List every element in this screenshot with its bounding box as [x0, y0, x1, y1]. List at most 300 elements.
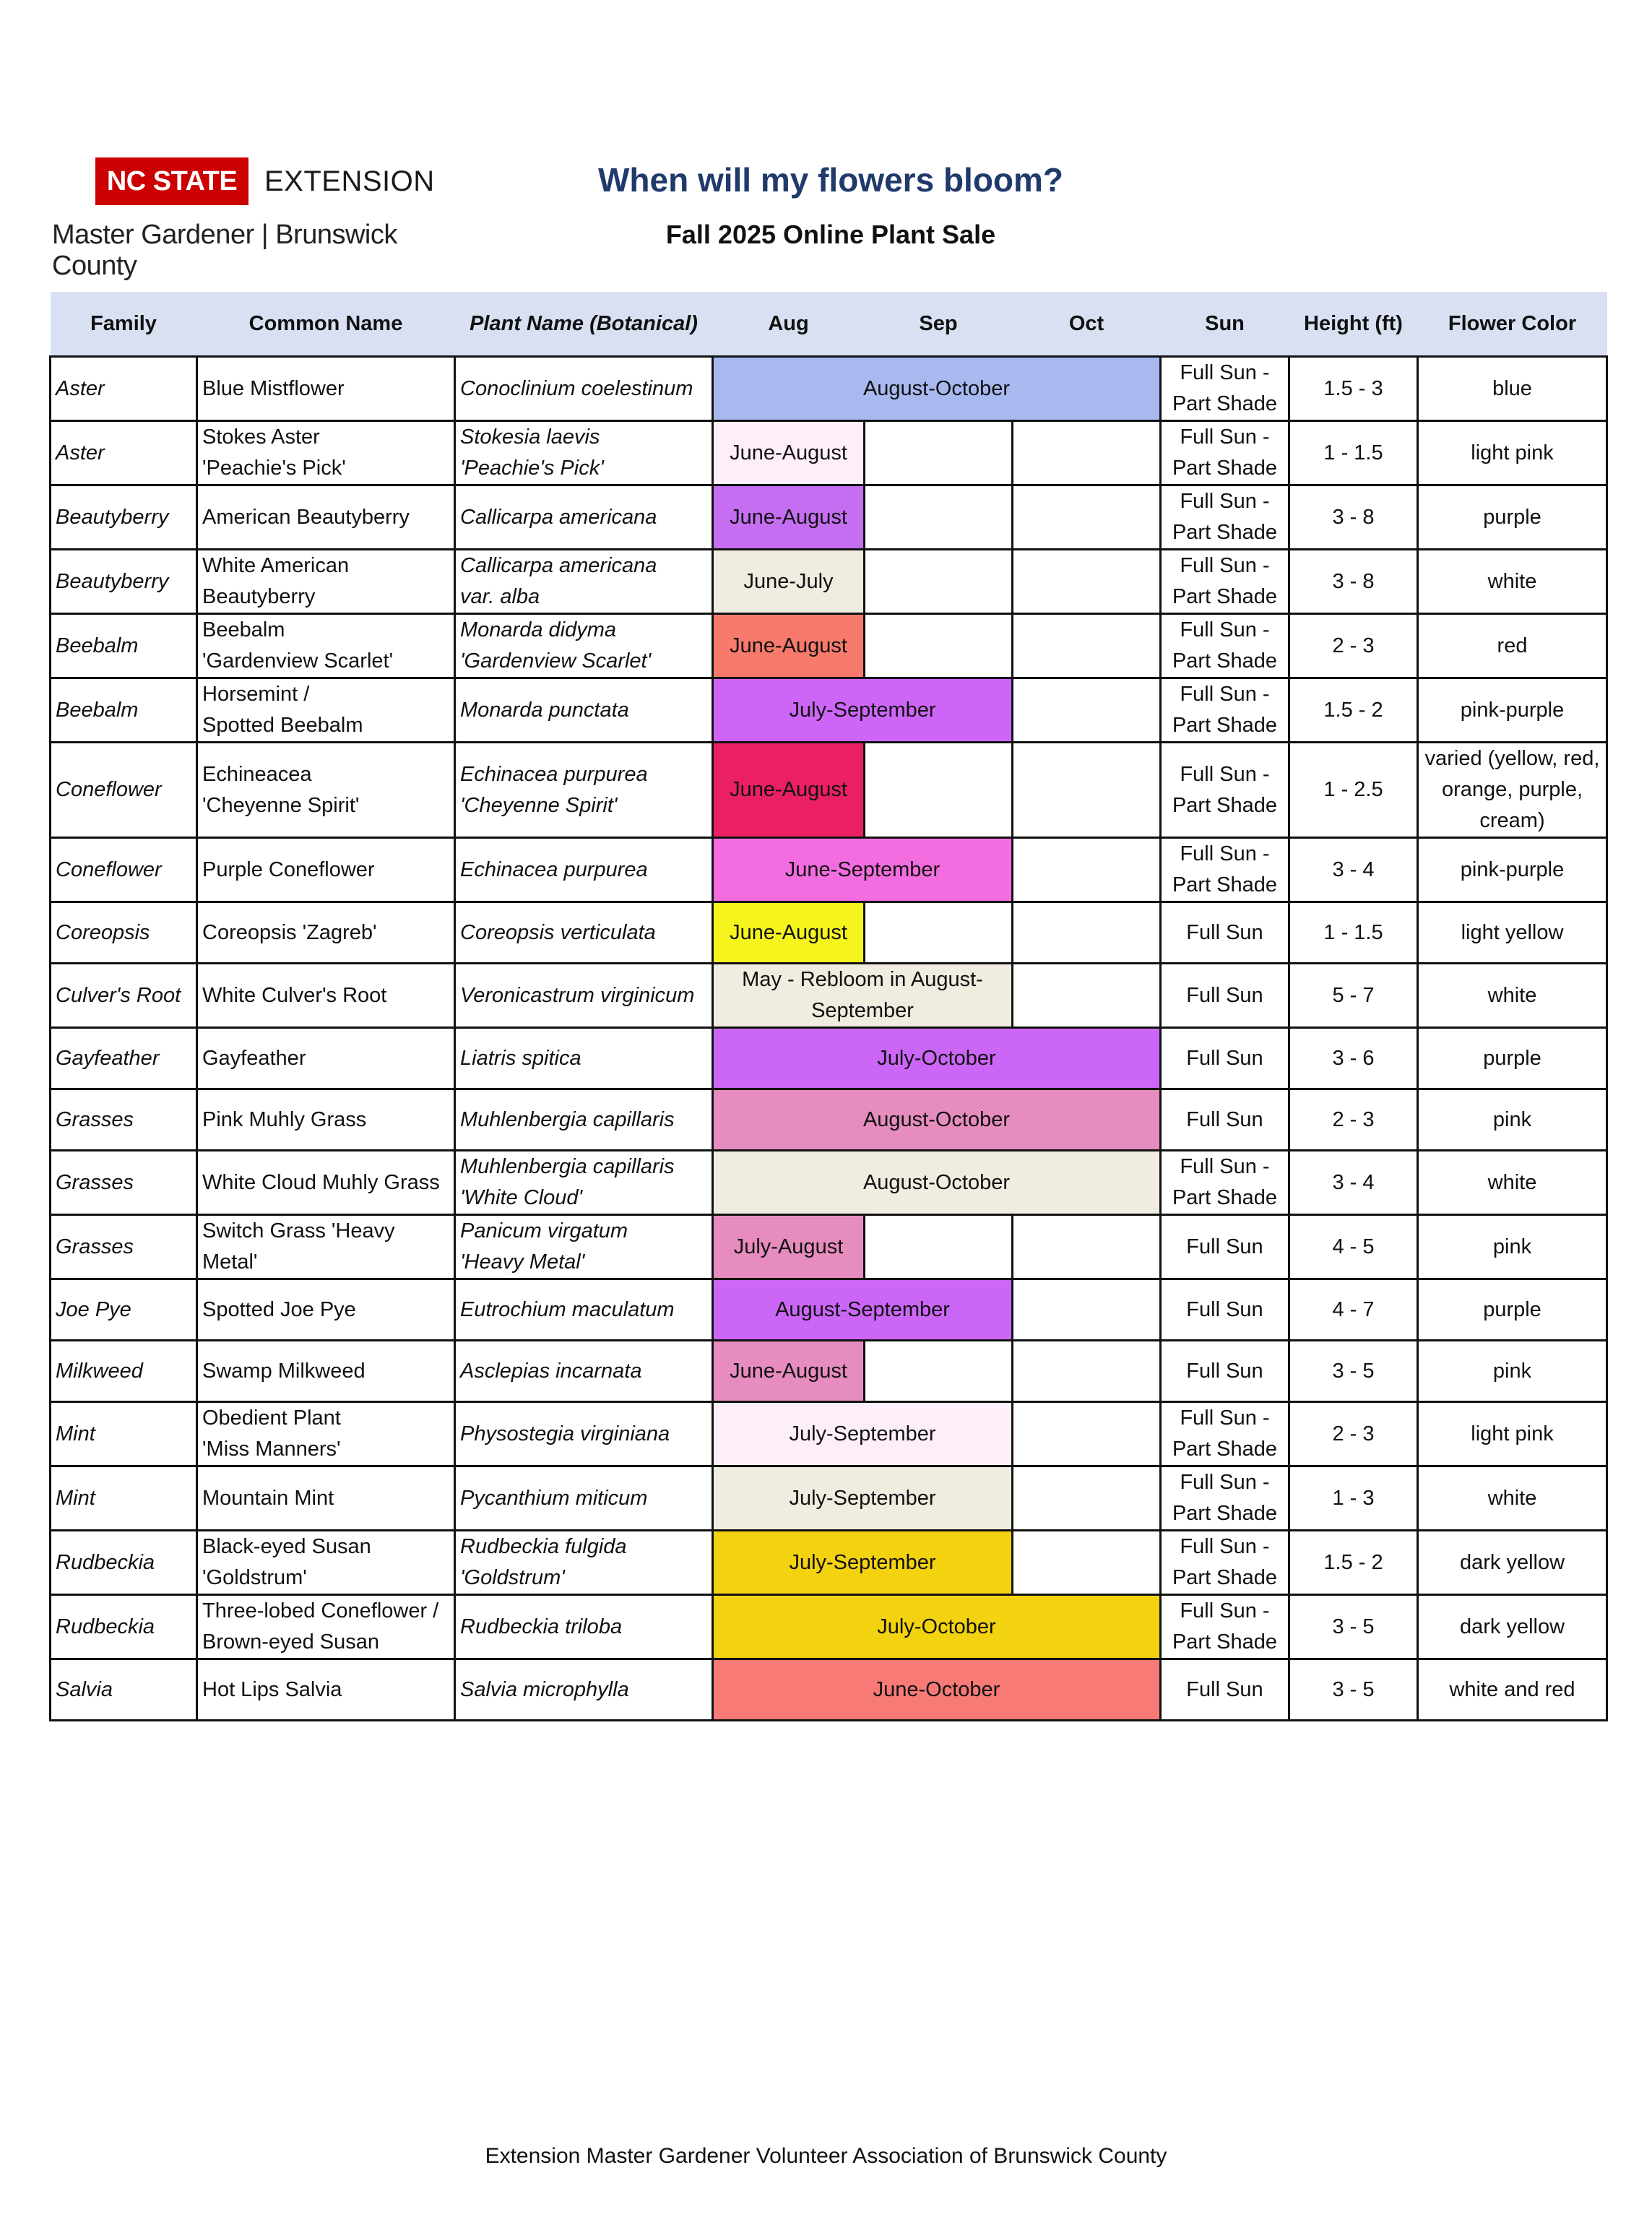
- table-row: [51, 838, 1607, 902]
- height-cell: 4 - 7: [1289, 1279, 1418, 1341]
- sun-line: Full Sun: [1186, 1235, 1263, 1258]
- sun-line: Full Sun: [1186, 1046, 1263, 1070]
- table-row: [51, 1341, 1607, 1402]
- common-name-line: White Culver's Root: [202, 983, 387, 1007]
- sun-cell: [1161, 1341, 1289, 1402]
- flower-color-cell: [1418, 1659, 1607, 1721]
- flower-color-line: pink-purple: [1460, 698, 1565, 722]
- table-body: [51, 357, 1607, 1721]
- flower-color-cell: [1418, 357, 1607, 421]
- sun-line: Full Sun: [1186, 983, 1263, 1007]
- bloom-period-cell: [713, 485, 865, 550]
- flower-color-line: light pink: [1471, 441, 1554, 464]
- height-cell: 1.5 - 2: [1289, 1531, 1418, 1595]
- height-cell: 1.5 - 3: [1289, 357, 1418, 421]
- common-name-line: Coreopsis 'Zagreb': [202, 920, 377, 944]
- family-cell: Beautyberry: [51, 485, 197, 550]
- botanical-name-cell: [455, 485, 713, 550]
- botanical-name-cell: [455, 1659, 713, 1721]
- header-common-name: Common Name: [197, 292, 455, 357]
- bloom-period-cell: [713, 614, 865, 678]
- bloom-period-line: June-August: [730, 505, 847, 529]
- botanical-name-line: 'Gardenview Scarlet': [460, 649, 652, 673]
- botanical-name-line: Rudbeckia fulgida: [460, 1535, 627, 1558]
- botanical-name-line: 'Goldstrum': [460, 1566, 565, 1589]
- sun-cell: [1161, 964, 1289, 1028]
- table-row: [51, 357, 1607, 421]
- botanical-name-line: Asclepias incarnata: [460, 1359, 642, 1383]
- height-cell: 3 - 8: [1289, 550, 1418, 614]
- page-title: When will my flowers bloom?: [597, 161, 1064, 199]
- table-row: [51, 678, 1607, 743]
- botanical-name-cell: [455, 614, 713, 678]
- table-row: [51, 1028, 1607, 1089]
- common-name-line: Swamp Milkweed: [202, 1359, 366, 1383]
- sun-line: Full Sun -: [1180, 554, 1270, 577]
- common-name-line: Black-eyed Susan: [202, 1535, 371, 1558]
- bloom-period-line: August-October: [862, 1107, 1011, 1131]
- flower-color-cell: [1418, 1215, 1607, 1279]
- flower-color-cell: [1418, 1341, 1607, 1402]
- common-name-line: 'Cheyenne Spirit': [202, 793, 360, 817]
- height-cell: 4 - 5: [1289, 1215, 1418, 1279]
- sun-line: Full Sun -: [1180, 1471, 1270, 1494]
- bloom-period-cell: [713, 421, 865, 485]
- table-row: [51, 1089, 1607, 1151]
- common-name-cell: [197, 1341, 455, 1402]
- bloom-period-line: June-October: [873, 1677, 1000, 1701]
- sun-line: Part Shade: [1172, 1438, 1278, 1461]
- height-cell: 2 - 3: [1289, 614, 1418, 678]
- common-name-line: 'Goldstrum': [202, 1566, 307, 1589]
- sun-cell: [1161, 1151, 1289, 1215]
- empty-month-cell: [865, 743, 1013, 838]
- bloom-period-cell: [713, 550, 865, 614]
- empty-month-cell: [1013, 1402, 1161, 1466]
- botanical-name-cell: [455, 421, 713, 485]
- flower-color-cell: [1418, 678, 1607, 743]
- sun-line: Full Sun -: [1180, 1406, 1270, 1430]
- common-name-cell: [197, 838, 455, 902]
- botanical-name-line: Muhlenbergia capillaris: [460, 1155, 675, 1178]
- common-name-cell: [197, 1215, 455, 1279]
- botanical-name-line: Liatris spitica: [460, 1046, 581, 1070]
- common-name-cell: [197, 1595, 455, 1659]
- flower-color-cell: [1418, 485, 1607, 550]
- sun-cell: [1161, 1215, 1289, 1279]
- table-header-row: [51, 292, 1607, 357]
- empty-month-cell: [1013, 743, 1161, 838]
- botanical-name-line: Echinacea purpurea: [460, 762, 648, 786]
- flower-color-line: white and red: [1449, 1677, 1575, 1701]
- bloom-period-cell: [713, 838, 1013, 902]
- flower-color-line: light yellow: [1461, 920, 1564, 944]
- family-cell: Rudbeckia: [51, 1531, 197, 1595]
- sun-line: Full Sun -: [1180, 683, 1270, 706]
- flower-color-line: purple: [1483, 505, 1541, 529]
- empty-month-cell: [1013, 1279, 1161, 1341]
- bloom-period-cell: [713, 1659, 1161, 1721]
- empty-month-cell: [1013, 838, 1161, 902]
- header-oct: Oct: [1013, 292, 1161, 357]
- table-row: [51, 1531, 1607, 1595]
- sun-cell: [1161, 1466, 1289, 1531]
- common-name-cell: [197, 357, 455, 421]
- sun-cell: [1161, 614, 1289, 678]
- flower-color-line: red: [1497, 634, 1528, 657]
- sun-line: Full Sun -: [1180, 1599, 1270, 1622]
- empty-month-cell: [865, 614, 1013, 678]
- table-row: [51, 1215, 1607, 1279]
- sun-cell: [1161, 678, 1289, 743]
- common-name-cell: [197, 964, 455, 1028]
- common-name-line: White American: [202, 554, 350, 577]
- header-sep: Sep: [865, 292, 1013, 357]
- family-cell: Coneflower: [51, 743, 197, 838]
- flower-color-cell: [1418, 838, 1607, 902]
- botanical-name-line: Rudbeckia triloba: [460, 1615, 623, 1638]
- bloom-period-line: July-October: [877, 1615, 996, 1638]
- empty-month-cell: [1013, 1341, 1161, 1402]
- botanical-name-line: Callicarpa americana: [460, 554, 657, 577]
- botanical-name-cell: [455, 1466, 713, 1531]
- family-cell: Joe Pye: [51, 1279, 197, 1341]
- common-name-cell: [197, 1531, 455, 1595]
- common-name-cell: [197, 1151, 455, 1215]
- bloom-period-line: July-September: [789, 1486, 936, 1510]
- flower-color-line: pink-purple: [1460, 857, 1565, 881]
- header-family: Family: [51, 292, 197, 357]
- sun-cell: [1161, 485, 1289, 550]
- table-row: [51, 743, 1607, 838]
- page-subtitle: Fall 2025 Online Plant Sale: [665, 220, 996, 249]
- common-name-cell: [197, 743, 455, 838]
- sun-line: Part Shade: [1172, 457, 1278, 480]
- flower-color-line: varied (yellow, red,: [1424, 747, 1600, 770]
- common-name-line: Obedient Plant: [202, 1406, 341, 1430]
- empty-month-cell: [1013, 902, 1161, 964]
- flower-color-cell: [1418, 421, 1607, 485]
- common-name-cell: [197, 1279, 455, 1341]
- family-cell: Beebalm: [51, 678, 197, 743]
- flower-color-cell: [1418, 1531, 1607, 1595]
- bloom-period-line: August-October: [862, 376, 1011, 400]
- common-name-line: Pink Muhly Grass: [202, 1107, 367, 1131]
- common-name-cell: [197, 550, 455, 614]
- family-cell: Coreopsis: [51, 902, 197, 964]
- sun-cell: [1161, 1089, 1289, 1151]
- bloom-period-cell: [713, 1595, 1161, 1659]
- bloom-period-cell: [713, 1215, 865, 1279]
- empty-month-cell: [1013, 678, 1161, 743]
- common-name-line: Mountain Mint: [202, 1486, 334, 1510]
- bloom-period-cell: [713, 1151, 1161, 1215]
- family-cell: Rudbeckia: [51, 1595, 197, 1659]
- botanical-name-line: Veronicastrum virginicum: [460, 983, 695, 1007]
- family-cell: Mint: [51, 1402, 197, 1466]
- botanical-name-cell: [455, 357, 713, 421]
- botanical-name-cell: [455, 1595, 713, 1659]
- bloom-table: [49, 292, 1608, 1721]
- flower-color-line: white: [1487, 569, 1537, 593]
- botanical-name-line: Callicarpa americana: [460, 505, 657, 529]
- flower-color-cell: [1418, 964, 1607, 1028]
- sun-line: Full Sun: [1186, 1359, 1263, 1383]
- common-name-line: Horsemint /: [202, 683, 310, 706]
- common-name-cell: [197, 421, 455, 485]
- bloom-period-cell: [713, 1279, 1013, 1341]
- flower-color-line: pink: [1492, 1359, 1532, 1383]
- flower-color-line: blue: [1492, 376, 1532, 400]
- common-name-line: Stokes Aster: [202, 425, 320, 449]
- height-cell: 3 - 5: [1289, 1341, 1418, 1402]
- height-cell: 3 - 6: [1289, 1028, 1418, 1089]
- botanical-name-cell: [455, 902, 713, 964]
- table-row: [51, 1659, 1607, 1721]
- flower-color-cell: [1418, 1402, 1607, 1466]
- flower-color-line: white: [1487, 1486, 1537, 1510]
- bloom-period-line: June-September: [784, 857, 940, 881]
- sun-line: Part Shade: [1172, 793, 1278, 817]
- empty-month-cell: [1013, 550, 1161, 614]
- common-name-line: 'Peachie's Pick': [202, 457, 346, 480]
- botanical-name-cell: [455, 838, 713, 902]
- family-cell: Beautyberry: [51, 550, 197, 614]
- botanical-name-cell: [455, 1279, 713, 1341]
- height-cell: 2 - 3: [1289, 1402, 1418, 1466]
- botanical-name-cell: [455, 1215, 713, 1279]
- common-name-line: Three-lobed Coneflower /: [202, 1599, 439, 1622]
- nc-state-extension-logo: [51, 157, 455, 281]
- flower-color-line: dark yellow: [1459, 1550, 1565, 1574]
- sun-cell: [1161, 550, 1289, 614]
- sun-line: Full Sun -: [1180, 425, 1270, 449]
- botanical-name-cell: [455, 550, 713, 614]
- common-name-line: Beautyberry: [202, 585, 316, 608]
- table-row: [51, 1402, 1607, 1466]
- flower-color-cell: [1418, 1595, 1607, 1659]
- sun-cell: [1161, 838, 1289, 902]
- botanical-name-line: 'Peachie's Pick': [460, 457, 604, 480]
- botanical-name-line: Pycanthium miticum: [460, 1486, 648, 1510]
- bloom-period-cell: [713, 678, 1013, 743]
- flower-color-cell: [1418, 1466, 1607, 1531]
- flower-color-cell: [1418, 1279, 1607, 1341]
- family-cell: Grasses: [51, 1215, 197, 1279]
- sun-cell: [1161, 743, 1289, 838]
- botanical-name-line: Salvia microphylla: [460, 1677, 629, 1701]
- bloom-period-line: June-August: [730, 1359, 847, 1383]
- botanical-name-line: Monarda punctata: [460, 698, 629, 722]
- table-row: [51, 1151, 1607, 1215]
- bloom-period-cell: [713, 1341, 865, 1402]
- empty-month-cell: [865, 1341, 1013, 1402]
- height-cell: 1.5 - 2: [1289, 678, 1418, 743]
- table-row: [51, 964, 1607, 1028]
- common-name-line: Blue Mistflower: [202, 376, 345, 400]
- flower-color-cell: [1418, 902, 1607, 964]
- common-name-cell: [197, 678, 455, 743]
- botanical-name-cell: [455, 964, 713, 1028]
- common-name-line: Echineacea: [202, 762, 312, 786]
- botanical-name-line: Physostegia virginiana: [460, 1422, 670, 1445]
- bloom-period-line: June-August: [730, 778, 847, 801]
- botanical-name-line: Stokesia laevis: [460, 425, 600, 449]
- bloom-period-line: July-September: [789, 698, 936, 722]
- common-name-cell: [197, 1028, 455, 1089]
- flower-color-cell: [1418, 1028, 1607, 1089]
- botanical-name-line: Conoclinium coelestinum: [460, 376, 693, 400]
- header-flower-color: Flower Color: [1418, 292, 1607, 357]
- header-sun: Sun: [1161, 292, 1289, 357]
- empty-month-cell: [1013, 485, 1161, 550]
- sun-cell: [1161, 902, 1289, 964]
- bloom-period-line: September: [811, 999, 914, 1022]
- bloom-period-line: June-August: [730, 634, 847, 657]
- flower-color-cell: [1418, 550, 1607, 614]
- sun-cell: [1161, 421, 1289, 485]
- common-name-line: Hot Lips Salvia: [202, 1677, 342, 1701]
- bloom-period-line: August-October: [862, 1170, 1011, 1194]
- height-cell: 2 - 3: [1289, 1089, 1418, 1151]
- bloom-period-line: July-September: [789, 1550, 936, 1574]
- bloom-period-line: August-September: [775, 1297, 950, 1321]
- flower-color-line: purple: [1483, 1046, 1541, 1070]
- common-name-cell: [197, 1659, 455, 1721]
- empty-month-cell: [865, 902, 1013, 964]
- common-name-cell: [197, 902, 455, 964]
- table-row: [51, 1279, 1607, 1341]
- empty-month-cell: [1013, 614, 1161, 678]
- bloom-period-cell: [713, 1531, 1013, 1595]
- table-row: [51, 485, 1607, 550]
- flower-color-line: light pink: [1471, 1422, 1554, 1445]
- empty-month-cell: [865, 421, 1013, 485]
- flower-color-line: purple: [1483, 1297, 1541, 1321]
- height-cell: 3 - 5: [1289, 1595, 1418, 1659]
- empty-month-cell: [865, 550, 1013, 614]
- empty-month-cell: [1013, 1466, 1161, 1531]
- sun-line: Part Shade: [1172, 1566, 1278, 1589]
- flower-color-cell: [1418, 1089, 1607, 1151]
- height-cell: 3 - 4: [1289, 838, 1418, 902]
- flower-color-line: orange, purple, cream): [1441, 778, 1583, 832]
- height-cell: 1 - 1.5: [1289, 421, 1418, 485]
- empty-month-cell: [1013, 1531, 1161, 1595]
- header-height: Height (ft): [1289, 292, 1418, 357]
- common-name-line: 'Gardenview Scarlet': [202, 649, 394, 673]
- common-name-cell: [197, 614, 455, 678]
- family-cell: Beebalm: [51, 614, 197, 678]
- common-name-cell: [197, 1466, 455, 1531]
- sun-line: Full Sun -: [1180, 842, 1270, 865]
- family-cell: Grasses: [51, 1089, 197, 1151]
- bloom-period-line: June-August: [730, 441, 847, 464]
- bloom-period-cell: [713, 902, 865, 964]
- botanical-name-line: Monarda didyma: [460, 618, 616, 641]
- sun-line: Part Shade: [1172, 521, 1278, 544]
- common-name-line: Spotted Joe Pye: [202, 1297, 356, 1321]
- family-cell: Grasses: [51, 1151, 197, 1215]
- sun-cell: [1161, 1531, 1289, 1595]
- botanical-name-cell: [455, 1402, 713, 1466]
- flower-color-line: white: [1487, 1170, 1537, 1194]
- table-row: [51, 1595, 1607, 1659]
- sun-line: Part Shade: [1172, 714, 1278, 737]
- botanical-name-cell: [455, 678, 713, 743]
- family-cell: Aster: [51, 357, 197, 421]
- common-name-line: 'Miss Manners': [202, 1438, 341, 1461]
- sun-line: Part Shade: [1172, 1502, 1278, 1525]
- bloom-period-line: June-July: [743, 569, 834, 593]
- common-name-cell: [197, 1089, 455, 1151]
- botanical-name-line: Coreopsis verticulata: [460, 920, 656, 944]
- empty-month-cell: [865, 485, 1013, 550]
- bloom-period-cell: [713, 1402, 1013, 1466]
- height-cell: 1 - 1.5: [1289, 902, 1418, 964]
- common-name-line: Purple Coneflower: [202, 857, 375, 881]
- botanical-name-cell: [455, 743, 713, 838]
- sun-line: Part Shade: [1172, 585, 1278, 608]
- botanical-name-line: Muhlenbergia capillaris: [460, 1107, 675, 1131]
- common-name-line: Brown-eyed Susan: [202, 1630, 380, 1654]
- sun-line: Full Sun: [1186, 920, 1263, 944]
- botanical-name-line: Eutrochium maculatum: [460, 1297, 675, 1321]
- family-cell: Gayfeather: [51, 1028, 197, 1089]
- bloom-period-line: June-August: [730, 920, 847, 944]
- sun-line: Full Sun: [1186, 1297, 1263, 1321]
- sun-line: Full Sun: [1186, 1107, 1263, 1131]
- family-cell: Culver's Root: [51, 964, 197, 1028]
- sun-cell: [1161, 357, 1289, 421]
- flower-color-line: dark yellow: [1459, 1615, 1565, 1638]
- flower-color-cell: [1418, 743, 1607, 838]
- bloom-period-cell: [713, 964, 1013, 1028]
- height-cell: 1 - 2.5: [1289, 743, 1418, 838]
- sun-line: Full Sun -: [1180, 618, 1270, 641]
- sun-line: Part Shade: [1172, 392, 1278, 415]
- table-row: [51, 1466, 1607, 1531]
- bloom-period-line: July-October: [877, 1046, 996, 1070]
- flower-color-line: pink: [1492, 1107, 1532, 1131]
- height-cell: 3 - 5: [1289, 1659, 1418, 1721]
- sun-line: Full Sun -: [1180, 762, 1270, 786]
- flower-color-line: white: [1487, 983, 1537, 1007]
- botanical-name-line: var. alba: [460, 585, 540, 608]
- bloom-period-cell: [713, 357, 1161, 421]
- sun-cell: [1161, 1659, 1289, 1721]
- sun-line: Full Sun -: [1180, 490, 1270, 513]
- header-botanical-name: Plant Name (Botanical): [455, 292, 713, 357]
- sun-cell: [1161, 1279, 1289, 1341]
- empty-month-cell: [1013, 1215, 1161, 1279]
- sun-line: Part Shade: [1172, 1630, 1278, 1654]
- bloom-period-line: July-September: [789, 1422, 936, 1445]
- common-name-line: White Cloud Muhly Grass: [202, 1170, 440, 1194]
- common-name-line: Spotted Beebalm: [202, 714, 363, 737]
- sun-line: Full Sun: [1186, 1677, 1263, 1701]
- sun-cell: [1161, 1402, 1289, 1466]
- height-cell: 5 - 7: [1289, 964, 1418, 1028]
- family-cell: Coneflower: [51, 838, 197, 902]
- botanical-name-line: 'White Cloud': [460, 1186, 583, 1209]
- bloom-period-cell: [713, 1028, 1161, 1089]
- botanical-name-line: Echinacea purpurea: [460, 857, 648, 881]
- family-cell: Mint: [51, 1466, 197, 1531]
- sun-line: Full Sun -: [1180, 1535, 1270, 1558]
- botanical-name-cell: [455, 1531, 713, 1595]
- logo-subtitle: Master Gardener | Brunswick County: [52, 220, 397, 281]
